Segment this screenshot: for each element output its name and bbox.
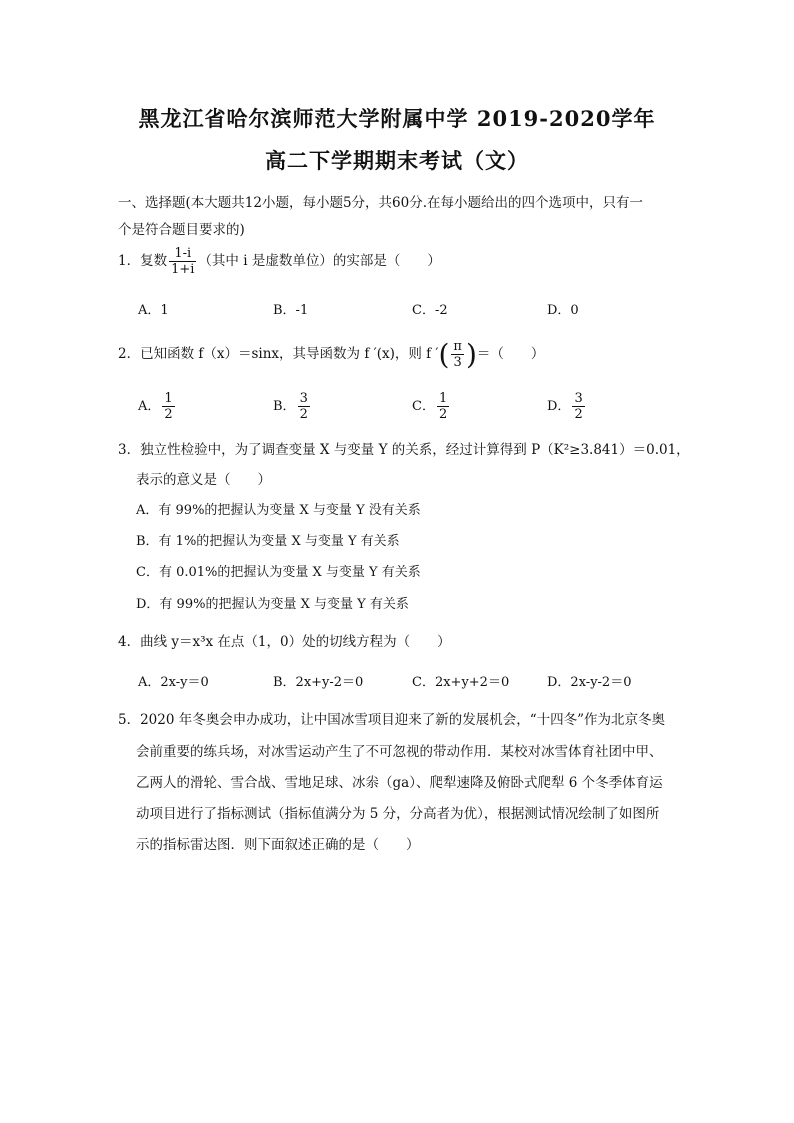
- question-5-line3: 乙两人的滑轮、雪合战、雪地足球、冰尜（ga）、爬犁速降及俯卧式爬犁 6 个冬季体育运: [136, 775, 663, 791]
- section-heading-line2: 个是符合题目要求的): [118, 222, 245, 238]
- question-2: [118, 338, 544, 371]
- fraction-denominator: 2: [164, 407, 173, 422]
- option-label: C．: [412, 399, 435, 414]
- question-1: [118, 246, 441, 277]
- fraction-denominator: 2: [574, 407, 583, 422]
- q3-option-a: A．有 99%的把握认为变量 X 与变量 Y 没有关系: [136, 503, 421, 518]
- right-paren: ): [465, 338, 477, 371]
- question-5-line5: 示的指标雷达图．则下面叙述正确的是（ ）: [136, 837, 420, 853]
- q4-option-d: D．2x-y-2＝0: [547, 675, 632, 690]
- q1-option-d: D．0: [547, 303, 579, 318]
- q2-option-a: [138, 391, 177, 422]
- question-1-text: （其中 i 是虚数单位）的实部是（ ）: [198, 253, 441, 269]
- question-2-text-a: 2．已知函数 f（x）＝sinx，其导函数为 f ′(x)，则 f ′: [118, 346, 439, 362]
- question-5-line4: 动项目进行了指标测试（指标值满分为 5 分，分高者为优），根据测试情况绘制了如图所: [136, 806, 660, 822]
- exam-title-line1: 黑龙江省哈尔滨师范大学附属中学 2019-2020学年: [138, 106, 656, 131]
- fraction-numerator: π: [453, 339, 462, 354]
- fraction-denominator: 1+i: [171, 262, 195, 277]
- fraction-numerator: 3: [574, 391, 583, 406]
- q1-option-b: B．-1: [273, 303, 309, 318]
- option-label: D．: [547, 399, 571, 414]
- q1-option-a: A．1: [138, 303, 169, 318]
- fraction-numerator: 1-i: [169, 246, 196, 262]
- q3-option-c: C．有 0.01%的把握认为变量 X 与变量 Y 有关系: [136, 565, 421, 580]
- option-fraction: [298, 391, 310, 422]
- question-2-text-b: ＝（ ）: [476, 346, 545, 362]
- option-fraction: [162, 391, 174, 422]
- option-fraction: [572, 391, 584, 422]
- option-label: A．: [138, 399, 161, 414]
- section-heading-line1: 一、选择题(本大题共12小题，每小题5分，共60分.在每小题给出的四个选项中，只有一: [118, 195, 644, 211]
- fraction-numerator: 1: [164, 391, 173, 406]
- question-3-line2: 表示的意义是（ ）: [136, 472, 271, 488]
- question-5-line1: 5．2020 年冬奥会申办成功，让中国冰雪项目迎来了新的发展机会，“十四冬”作为北京冬奥: [118, 712, 666, 728]
- q2-option-d: [547, 391, 587, 422]
- question-1-fraction: [169, 246, 196, 277]
- q3-option-d: D．有 99%的把握认为变量 X 与变量 Y 有关系: [136, 597, 409, 612]
- q1-option-c: C．-2: [412, 303, 448, 318]
- fraction-denominator: 2: [299, 407, 308, 422]
- fraction-denominator: 2: [438, 407, 448, 422]
- exam-title-line2: 高二下学期期末考试（文）: [265, 148, 529, 173]
- q3-option-b: B．有 1%的把握认为变量 X 与变量 Y 有关系: [136, 534, 400, 549]
- option-fraction: [437, 391, 449, 422]
- q2-option-c: [412, 391, 451, 422]
- q4-option-b: B．2x+y-2＝0: [273, 675, 364, 690]
- question-3-line1: 3．独立性检验中，为了调查变量 X 与变量 Y 的关系，经过计算得到 P（K²≥3.841）＝0.01，: [118, 442, 690, 458]
- question-1-number: 1．复数: [118, 253, 168, 269]
- fraction-numerator: 3: [299, 391, 308, 406]
- question-5-line2: 会前重要的练兵场，对冰雪运动产生了不可忽视的带动作用．某校对冰雪体育社团中甲、: [136, 744, 663, 760]
- q2-option-b: [273, 391, 312, 422]
- q4-option-a: A．2x-y＝0: [138, 675, 209, 690]
- fraction-numerator: 1: [438, 391, 448, 406]
- fraction-denominator: 3: [453, 355, 462, 370]
- option-label: B．: [273, 399, 296, 414]
- left-paren: (: [438, 338, 450, 371]
- question-4: 4．曲线 y＝x³x 在点（1，0）处的切线方程为（ ）: [118, 634, 451, 650]
- q4-option-c: C．2x+y+2＝0: [412, 675, 510, 690]
- question-2-fraction: [451, 339, 464, 370]
